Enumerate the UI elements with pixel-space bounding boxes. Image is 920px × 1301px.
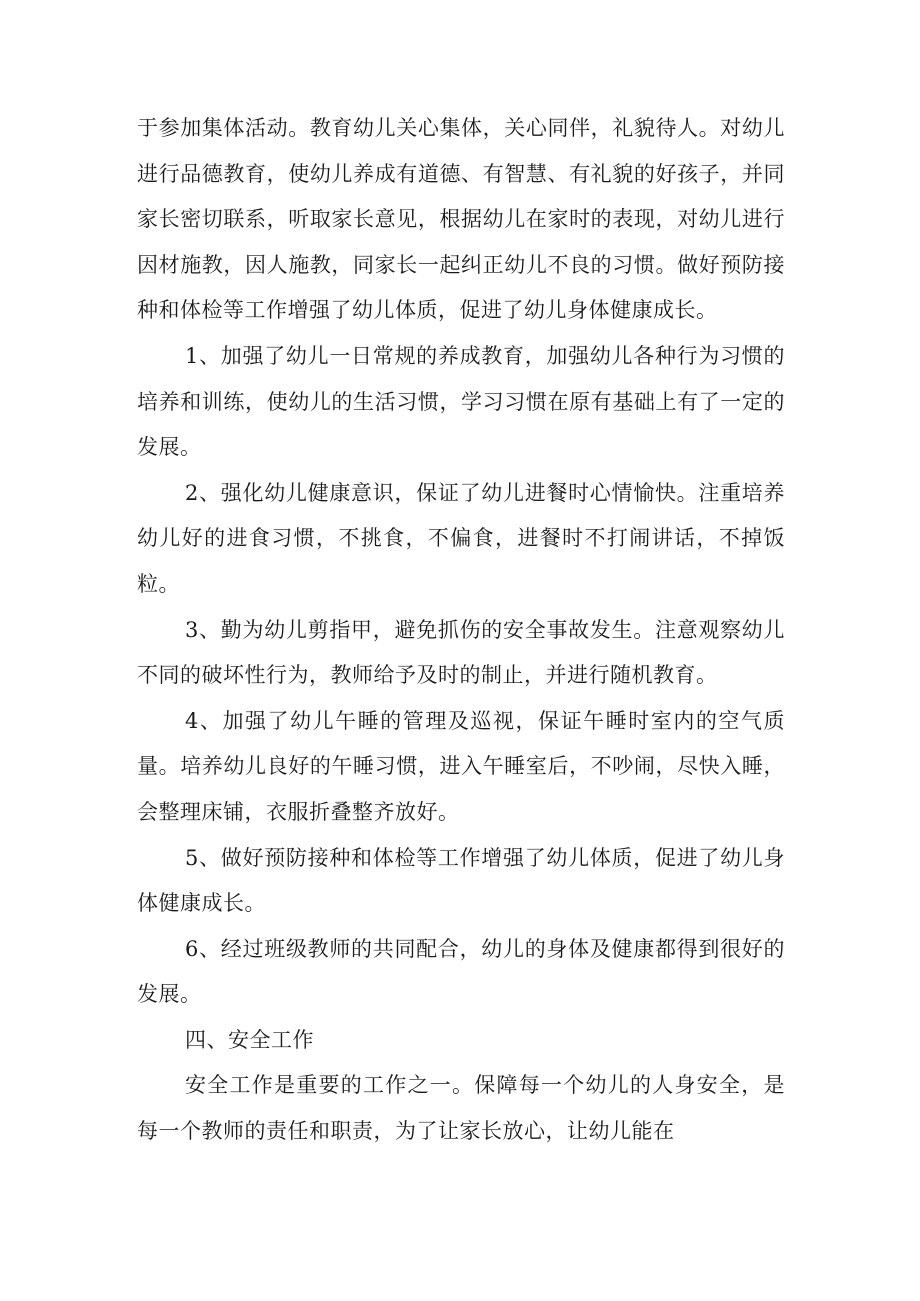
- paragraph-item-6: 6、经过班级教师的共同配合，幼儿的身体及健康都得到很好的发展。: [137, 936, 785, 1007]
- paragraph-item-2: 2、强化幼儿健康意识，保证了幼儿进餐时心情愉快。注重培养幼儿好的进食习惯，不挑食，不偏食，进餐时不打闹讲话，不掉饭粒。: [137, 480, 785, 596]
- paragraph-item-4: 4、加强了幼儿午睡的管理及巡视，保证午睡时室内的空气质量。培养幼儿良好的午睡习惯，进入午睡室后，不吵闹，尽快入睡，会整理床铺，衣服折叠整齐放好。: [137, 708, 785, 824]
- section-heading: 四、安全工作: [185, 1027, 314, 1052]
- paragraph-continuation: 于参加集体活动。教育幼儿关心集体，关心同伴，礼貌待人。对幼儿进行品德教育，使幼儿养成有道德、有智慧、有礼貌的好孩子，并同家长密切联系，听取家长意见，根据幼儿在家时的表现，对幼儿进行因材施教，因人施教，同家长一起纠正幼儿不良的习惯。做好预防接种和体检等工作增强了幼儿体质，促进了幼儿身体健康成长。: [137, 116, 785, 323]
- paragraph-safety: 安全工作是重要的工作之一。保障每一个幼儿的人身安全，是每一个教师的责任和职责，为了让家长放心，让幼儿能在: [137, 1073, 785, 1144]
- paragraph-item-1: 1、加强了幼儿一日常规的养成教育，加强幼儿各种行为习惯的培养和训练，使幼儿的生活习惯，学习习惯在原有基础上有了一定的发展。: [137, 343, 785, 460]
- paragraph-item-5: 5、做好预防接种和体检等工作增强了幼儿体质，促进了幼儿身体健康成长。: [137, 845, 785, 916]
- paragraph-item-3: 3、勤为幼儿剪指甲，避免抓伤的安全事故发生。注意观察幼儿不同的破坏性行为，教师给予及时的制止，并进行随机教育。: [137, 617, 785, 688]
- document-page: [137, 106, 785, 1155]
